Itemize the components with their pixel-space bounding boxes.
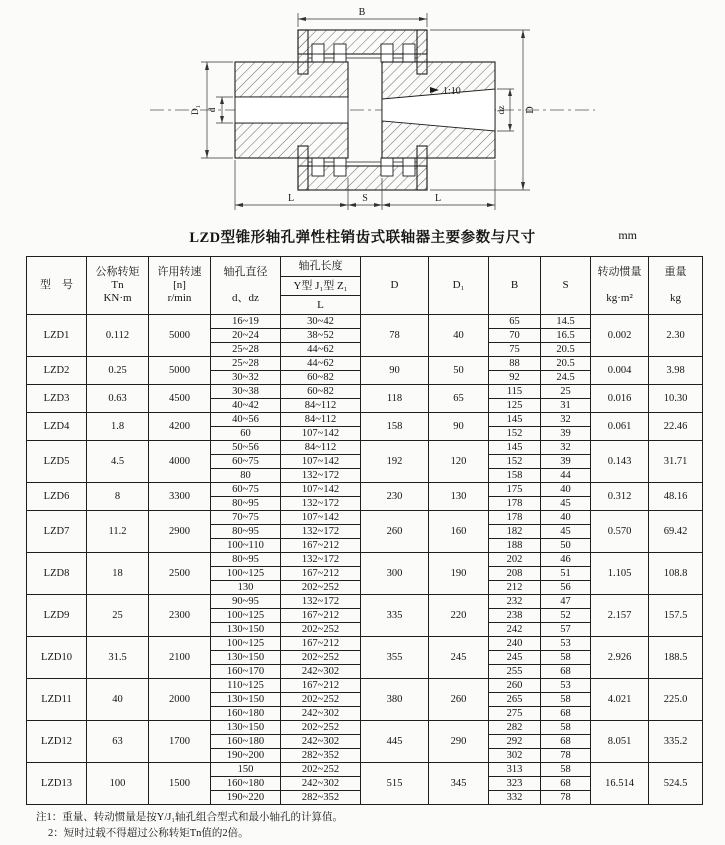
cell-S: 45 xyxy=(541,525,591,539)
cell-torque: 31.5 xyxy=(87,637,149,679)
cell-S: 20.5 xyxy=(541,357,591,371)
cell-bore-diameter: 20~24 xyxy=(211,329,281,343)
cell-B: 212 xyxy=(489,581,541,595)
cell-S: 58 xyxy=(541,651,591,665)
page-title: LZD型锥形轴孔弹性柱销齿式联轴器主要参数与尺寸 xyxy=(189,230,536,246)
cell-torque: 0.25 xyxy=(87,357,149,385)
cell-D1: 290 xyxy=(429,721,489,763)
cell-S: 20.5 xyxy=(541,343,591,357)
cell-S: 58 xyxy=(541,763,591,777)
cell-B: 260 xyxy=(489,679,541,693)
dim-label-L-left: L xyxy=(287,193,295,204)
cell-model: LZD12 xyxy=(27,721,87,763)
cell-inertia: 2.926 xyxy=(591,637,649,679)
cell-S: 32 xyxy=(541,441,591,455)
cell-S: 16.5 xyxy=(541,329,591,343)
cell-B: 202 xyxy=(489,553,541,567)
cell-speed: 4500 xyxy=(149,385,211,413)
cell-bore-diameter: 16~19 xyxy=(211,315,281,329)
cell-B: 323 xyxy=(489,777,541,791)
cell-B: 255 xyxy=(489,665,541,679)
notes xyxy=(36,810,725,842)
header-speed xyxy=(149,257,211,315)
cell-bore-length: 44~62 xyxy=(281,357,361,371)
cell-bore-diameter: 60~75 xyxy=(211,455,281,469)
cell-bore-length: 202~252 xyxy=(281,623,361,637)
cell-model: LZD5 xyxy=(27,441,87,483)
cell-S: 51 xyxy=(541,567,591,581)
cell-speed: 4200 xyxy=(149,413,211,441)
cell-S: 32 xyxy=(541,413,591,427)
cell-bore-diameter: 130~150 xyxy=(211,623,281,637)
cell-S: 40 xyxy=(541,483,591,497)
cell-model: LZD1 xyxy=(27,315,87,357)
cell-D: 78 xyxy=(361,315,429,357)
cell-D: 355 xyxy=(361,637,429,679)
cell-speed: 2500 xyxy=(149,553,211,595)
cell-bore-length: 167~212 xyxy=(281,609,361,623)
cell-S: 39 xyxy=(541,455,591,469)
header-speed-line1: 许用转速 xyxy=(157,266,202,278)
cell-D1: 120 xyxy=(429,441,489,483)
cell-B: 188 xyxy=(489,539,541,553)
cell-inertia: 0.016 xyxy=(591,385,649,413)
cell-weight: 108.8 xyxy=(649,553,703,595)
cell-bore-length: 44~62 xyxy=(281,343,361,357)
header-inertia-line2: kg·m² xyxy=(606,292,633,304)
cell-bore-length: 282~352 xyxy=(281,791,361,805)
cell-bore-length: 60~82 xyxy=(281,371,361,385)
cell-B: 158 xyxy=(489,469,541,483)
cell-weight: 3.98 xyxy=(649,357,703,385)
cell-S: 14.5 xyxy=(541,315,591,329)
cell-B: 88 xyxy=(489,357,541,371)
cell-D: 90 xyxy=(361,357,429,385)
header-bore-length: 轴孔长度 xyxy=(281,257,361,277)
table-row xyxy=(27,357,703,371)
cell-S: 68 xyxy=(541,707,591,721)
cell-S: 52 xyxy=(541,609,591,623)
table-row xyxy=(27,483,703,497)
cell-B: 208 xyxy=(489,567,541,581)
cell-bore-length: 167~212 xyxy=(281,637,361,651)
cell-bore-length: 38~52 xyxy=(281,329,361,343)
header-weight-line1: 重量 xyxy=(664,266,687,278)
cell-model: LZD4 xyxy=(27,413,87,441)
cell-torque: 8 xyxy=(87,483,149,511)
table-row xyxy=(27,721,703,735)
cell-bore-length: 242~302 xyxy=(281,707,361,721)
cell-B: 182 xyxy=(489,525,541,539)
cell-D1: 245 xyxy=(429,637,489,679)
header-bore-diameter-line2: d、dz xyxy=(232,292,259,304)
header-weight xyxy=(649,257,703,315)
cell-speed: 3300 xyxy=(149,483,211,511)
cell-torque: 40 xyxy=(87,679,149,721)
header-bore-length-L: L xyxy=(281,296,361,315)
cell-bore-length: 242~302 xyxy=(281,665,361,679)
cell-S: 78 xyxy=(541,749,591,763)
cell-bore-diameter: 130~150 xyxy=(211,651,281,665)
cell-bore-length: 132~172 xyxy=(281,595,361,609)
cell-bore-length: 107~142 xyxy=(281,455,361,469)
table-row xyxy=(27,441,703,455)
cell-S: 25 xyxy=(541,385,591,399)
cell-model: LZD13 xyxy=(27,763,87,805)
cell-B: 313 xyxy=(489,763,541,777)
cell-inertia: 0.143 xyxy=(591,441,649,483)
header-torque-line3: KN·m xyxy=(103,292,132,304)
cell-D: 192 xyxy=(361,441,429,483)
cell-B: 292 xyxy=(489,735,541,749)
cell-speed: 2000 xyxy=(149,679,211,721)
cell-bore-length: 167~212 xyxy=(281,679,361,693)
cell-weight: 22.46 xyxy=(649,413,703,441)
header-model: 型 号 xyxy=(27,257,87,315)
cell-inertia: 16.514 xyxy=(591,763,649,805)
cell-S: 46 xyxy=(541,553,591,567)
cell-model: LZD9 xyxy=(27,595,87,637)
header-S: S xyxy=(541,257,591,315)
cell-B: 265 xyxy=(489,693,541,707)
cell-bore-diameter: 25~28 xyxy=(211,343,281,357)
unit-label: mm xyxy=(618,228,637,242)
coupling-drawing xyxy=(0,0,725,222)
header-D: D xyxy=(361,257,429,315)
table-row xyxy=(27,637,703,651)
cell-inertia: 0.004 xyxy=(591,357,649,385)
cell-bore-length: 132~172 xyxy=(281,469,361,483)
cell-B: 65 xyxy=(489,315,541,329)
cell-B: 232 xyxy=(489,595,541,609)
cell-B: 238 xyxy=(489,609,541,623)
cell-bore-diameter: 110~125 xyxy=(211,679,281,693)
cell-torque: 25 xyxy=(87,595,149,637)
cell-B: 302 xyxy=(489,749,541,763)
cell-inertia: 8.051 xyxy=(591,721,649,763)
cell-torque: 63 xyxy=(87,721,149,763)
cell-S: 44 xyxy=(541,469,591,483)
cell-B: 240 xyxy=(489,637,541,651)
cell-bore-length: 132~172 xyxy=(281,553,361,567)
cell-bore-diameter: 160~180 xyxy=(211,777,281,791)
cell-B: 75 xyxy=(489,343,541,357)
header-inertia-line1: 转动惯量 xyxy=(597,266,642,278)
header-inertia xyxy=(591,257,649,315)
cell-inertia: 0.002 xyxy=(591,315,649,357)
cell-S: 40 xyxy=(541,511,591,525)
cell-weight: 225.0 xyxy=(649,679,703,721)
cell-S: 78 xyxy=(541,791,591,805)
cell-D: 515 xyxy=(361,763,429,805)
cell-speed: 2300 xyxy=(149,595,211,637)
header-weight-line2: kg xyxy=(670,292,681,304)
cell-S: 56 xyxy=(541,581,591,595)
cell-S: 68 xyxy=(541,735,591,749)
spec-table-body xyxy=(27,315,703,805)
cell-model: LZD6 xyxy=(27,483,87,511)
cell-bore-length: 84~112 xyxy=(281,399,361,413)
cell-D: 260 xyxy=(361,511,429,553)
cell-B: 175 xyxy=(489,483,541,497)
cell-D1: 40 xyxy=(429,315,489,357)
cell-speed: 5000 xyxy=(149,357,211,385)
header-speed-line2: [n] xyxy=(173,279,186,291)
cell-B: 178 xyxy=(489,497,541,511)
header-torque xyxy=(87,257,149,315)
cell-bore-length: 132~172 xyxy=(281,525,361,539)
cell-bore-length: 202~252 xyxy=(281,721,361,735)
header-torque-line2: Tn xyxy=(111,279,124,291)
cell-D: 158 xyxy=(361,413,429,441)
cell-D1: 50 xyxy=(429,357,489,385)
cell-bore-diameter: 80~95 xyxy=(211,553,281,567)
cell-model: LZD8 xyxy=(27,553,87,595)
cell-weight: 48.16 xyxy=(649,483,703,511)
cell-weight: 524.5 xyxy=(649,763,703,805)
cell-S: 45 xyxy=(541,497,591,511)
cell-bore-length: 107~142 xyxy=(281,511,361,525)
cell-speed: 5000 xyxy=(149,315,211,357)
cell-bore-length: 107~142 xyxy=(281,483,361,497)
cell-D1: 190 xyxy=(429,553,489,595)
cell-B: 145 xyxy=(489,441,541,455)
cell-bore-diameter: 80~95 xyxy=(211,497,281,511)
cell-bore-length: 202~252 xyxy=(281,581,361,595)
cell-B: 242 xyxy=(489,623,541,637)
cell-bore-diameter: 160~180 xyxy=(211,707,281,721)
cell-D1: 260 xyxy=(429,679,489,721)
cell-bore-diameter: 80 xyxy=(211,469,281,483)
cell-B: 178 xyxy=(489,511,541,525)
coupling-drawing-svg xyxy=(0,0,725,222)
cell-inertia: 1.105 xyxy=(591,553,649,595)
cell-S: 24.5 xyxy=(541,371,591,385)
cell-B: 152 xyxy=(489,427,541,441)
cell-S: 50 xyxy=(541,539,591,553)
cell-bore-diameter: 80~95 xyxy=(211,525,281,539)
cell-S: 58 xyxy=(541,721,591,735)
cell-B: 282 xyxy=(489,721,541,735)
cell-inertia: 0.061 xyxy=(591,413,649,441)
cell-inertia: 0.312 xyxy=(591,483,649,511)
cell-S: 68 xyxy=(541,777,591,791)
taper-label: 1:10 xyxy=(443,86,461,97)
left-hub xyxy=(235,62,348,158)
cell-bore-diameter: 190~220 xyxy=(211,791,281,805)
right-hub xyxy=(382,62,495,158)
cell-bore-length: 202~252 xyxy=(281,693,361,707)
dim-label-S: S xyxy=(362,193,368,204)
cell-bore-diameter: 150 xyxy=(211,763,281,777)
cell-torque: 4.5 xyxy=(87,441,149,483)
table-row xyxy=(27,763,703,777)
cell-bore-diameter: 100~125 xyxy=(211,609,281,623)
cell-B: 92 xyxy=(489,371,541,385)
table-row xyxy=(27,413,703,427)
cell-weight: 157.5 xyxy=(649,595,703,637)
cell-D: 380 xyxy=(361,679,429,721)
dim-label-L-right: L xyxy=(434,193,442,204)
note-line-1: 注1：重量、转动惯量是按Y/J₁轴孔组合型式和最小轴孔的计算值。 xyxy=(36,812,343,823)
table-row xyxy=(27,679,703,693)
dim-label-D1: D₁ xyxy=(191,104,201,116)
cell-B: 70 xyxy=(489,329,541,343)
cell-weight: 31.71 xyxy=(649,441,703,483)
spec-table xyxy=(26,256,703,805)
table-row xyxy=(27,595,703,609)
cell-B: 245 xyxy=(489,651,541,665)
table-row xyxy=(27,553,703,567)
cell-D1: 345 xyxy=(429,763,489,805)
cell-bore-length: 242~302 xyxy=(281,777,361,791)
cell-bore-length: 84~112 xyxy=(281,413,361,427)
cell-speed: 4000 xyxy=(149,441,211,483)
cell-bore-diameter: 100~125 xyxy=(211,637,281,651)
note-line-2: 2：短时过载不得超过公称转矩Tn值的2倍。 xyxy=(48,828,249,839)
cell-weight: 10.30 xyxy=(649,385,703,413)
header-bore-diameter xyxy=(211,257,281,315)
cell-S: 47 xyxy=(541,595,591,609)
cell-D1: 130 xyxy=(429,483,489,511)
cell-bore-diameter: 30~32 xyxy=(211,371,281,385)
dim-label-B: B xyxy=(358,7,366,18)
cell-D: 445 xyxy=(361,721,429,763)
cell-torque: 0.112 xyxy=(87,315,149,357)
cell-torque: 11.2 xyxy=(87,511,149,553)
cell-torque: 1.8 xyxy=(87,413,149,441)
cell-bore-diameter: 90~95 xyxy=(211,595,281,609)
cell-bore-length: 30~42 xyxy=(281,315,361,329)
cell-S: 53 xyxy=(541,637,591,651)
cell-B: 125 xyxy=(489,399,541,413)
header-D1: D₁ xyxy=(429,257,489,315)
cell-bore-diameter: 25~28 xyxy=(211,357,281,371)
cell-weight: 335.2 xyxy=(649,721,703,763)
cell-B: 332 xyxy=(489,791,541,805)
header-bore-length-types: Y型 J₁型 Z₁ xyxy=(281,277,361,296)
cell-D: 335 xyxy=(361,595,429,637)
cell-torque: 18 xyxy=(87,553,149,595)
cell-speed: 2100 xyxy=(149,637,211,679)
title-row xyxy=(0,226,725,250)
spec-table-header xyxy=(27,257,703,315)
cell-bore-length: 202~252 xyxy=(281,763,361,777)
cell-bore-diameter: 190~200 xyxy=(211,749,281,763)
cell-bore-length: 60~82 xyxy=(281,385,361,399)
cell-inertia: 0.570 xyxy=(591,511,649,553)
cell-bore-diameter: 40~56 xyxy=(211,413,281,427)
cell-bore-length: 132~172 xyxy=(281,497,361,511)
cell-bore-diameter: 50~56 xyxy=(211,441,281,455)
cell-inertia: 2.157 xyxy=(591,595,649,637)
cell-bore-length: 242~302 xyxy=(281,735,361,749)
dim-label-d: d xyxy=(208,107,218,113)
cell-S: 58 xyxy=(541,693,591,707)
cell-S: 53 xyxy=(541,679,591,693)
cell-S: 39 xyxy=(541,427,591,441)
cell-weight: 188.5 xyxy=(649,637,703,679)
cell-B: 152 xyxy=(489,455,541,469)
cell-D1: 220 xyxy=(429,595,489,637)
cell-bore-diameter: 130 xyxy=(211,581,281,595)
cell-torque: 100 xyxy=(87,763,149,805)
cell-model: LZD11 xyxy=(27,679,87,721)
cell-inertia: 4.021 xyxy=(591,679,649,721)
cell-B: 145 xyxy=(489,413,541,427)
cell-bore-diameter: 130~150 xyxy=(211,721,281,735)
header-B: B xyxy=(489,257,541,315)
cell-bore-diameter: 60 xyxy=(211,427,281,441)
header-speed-line3: r/min xyxy=(167,292,192,304)
cell-bore-diameter: 160~170 xyxy=(211,665,281,679)
cell-bore-diameter: 160~180 xyxy=(211,735,281,749)
header-bore-diameter-line1: 轴孔直径 xyxy=(223,266,268,278)
table-row xyxy=(27,511,703,525)
cell-D1: 160 xyxy=(429,511,489,553)
cell-B: 115 xyxy=(489,385,541,399)
cell-bore-length: 282~352 xyxy=(281,749,361,763)
cell-bore-diameter: 70~75 xyxy=(211,511,281,525)
cell-D1: 65 xyxy=(429,385,489,413)
cell-torque: 0.63 xyxy=(87,385,149,413)
dim-label-dz: dz xyxy=(497,105,507,115)
cell-speed: 1500 xyxy=(149,763,211,805)
cell-model: LZD2 xyxy=(27,357,87,385)
cell-model: LZD7 xyxy=(27,511,87,553)
cell-S: 68 xyxy=(541,665,591,679)
cell-bore-diameter: 40~42 xyxy=(211,399,281,413)
cell-bore-length: 167~212 xyxy=(281,539,361,553)
table-row xyxy=(27,385,703,399)
cell-S: 57 xyxy=(541,623,591,637)
cell-bore-diameter: 30~38 xyxy=(211,385,281,399)
cell-bore-diameter: 100~125 xyxy=(211,567,281,581)
table-row xyxy=(27,315,703,329)
dim-label-D: D xyxy=(525,106,536,114)
cell-bore-diameter: 60~75 xyxy=(211,483,281,497)
cell-bore-length: 84~112 xyxy=(281,441,361,455)
cell-weight: 69.42 xyxy=(649,511,703,553)
cell-B: 275 xyxy=(489,707,541,721)
header-torque-line1: 公称转矩 xyxy=(95,266,140,278)
cell-model: LZD3 xyxy=(27,385,87,413)
cell-S: 31 xyxy=(541,399,591,413)
cell-bore-length: 107~142 xyxy=(281,427,361,441)
cell-D: 300 xyxy=(361,553,429,595)
cell-bore-diameter: 130~150 xyxy=(211,693,281,707)
cell-weight: 2.30 xyxy=(649,315,703,357)
cell-speed: 1700 xyxy=(149,721,211,763)
cell-bore-length: 167~212 xyxy=(281,567,361,581)
cell-bore-diameter: 100~110 xyxy=(211,539,281,553)
cell-D: 230 xyxy=(361,483,429,511)
cell-D: 118 xyxy=(361,385,429,413)
cell-D1: 90 xyxy=(429,413,489,441)
cell-model: LZD10 xyxy=(27,637,87,679)
cell-speed: 2900 xyxy=(149,511,211,553)
cell-bore-length: 202~252 xyxy=(281,651,361,665)
